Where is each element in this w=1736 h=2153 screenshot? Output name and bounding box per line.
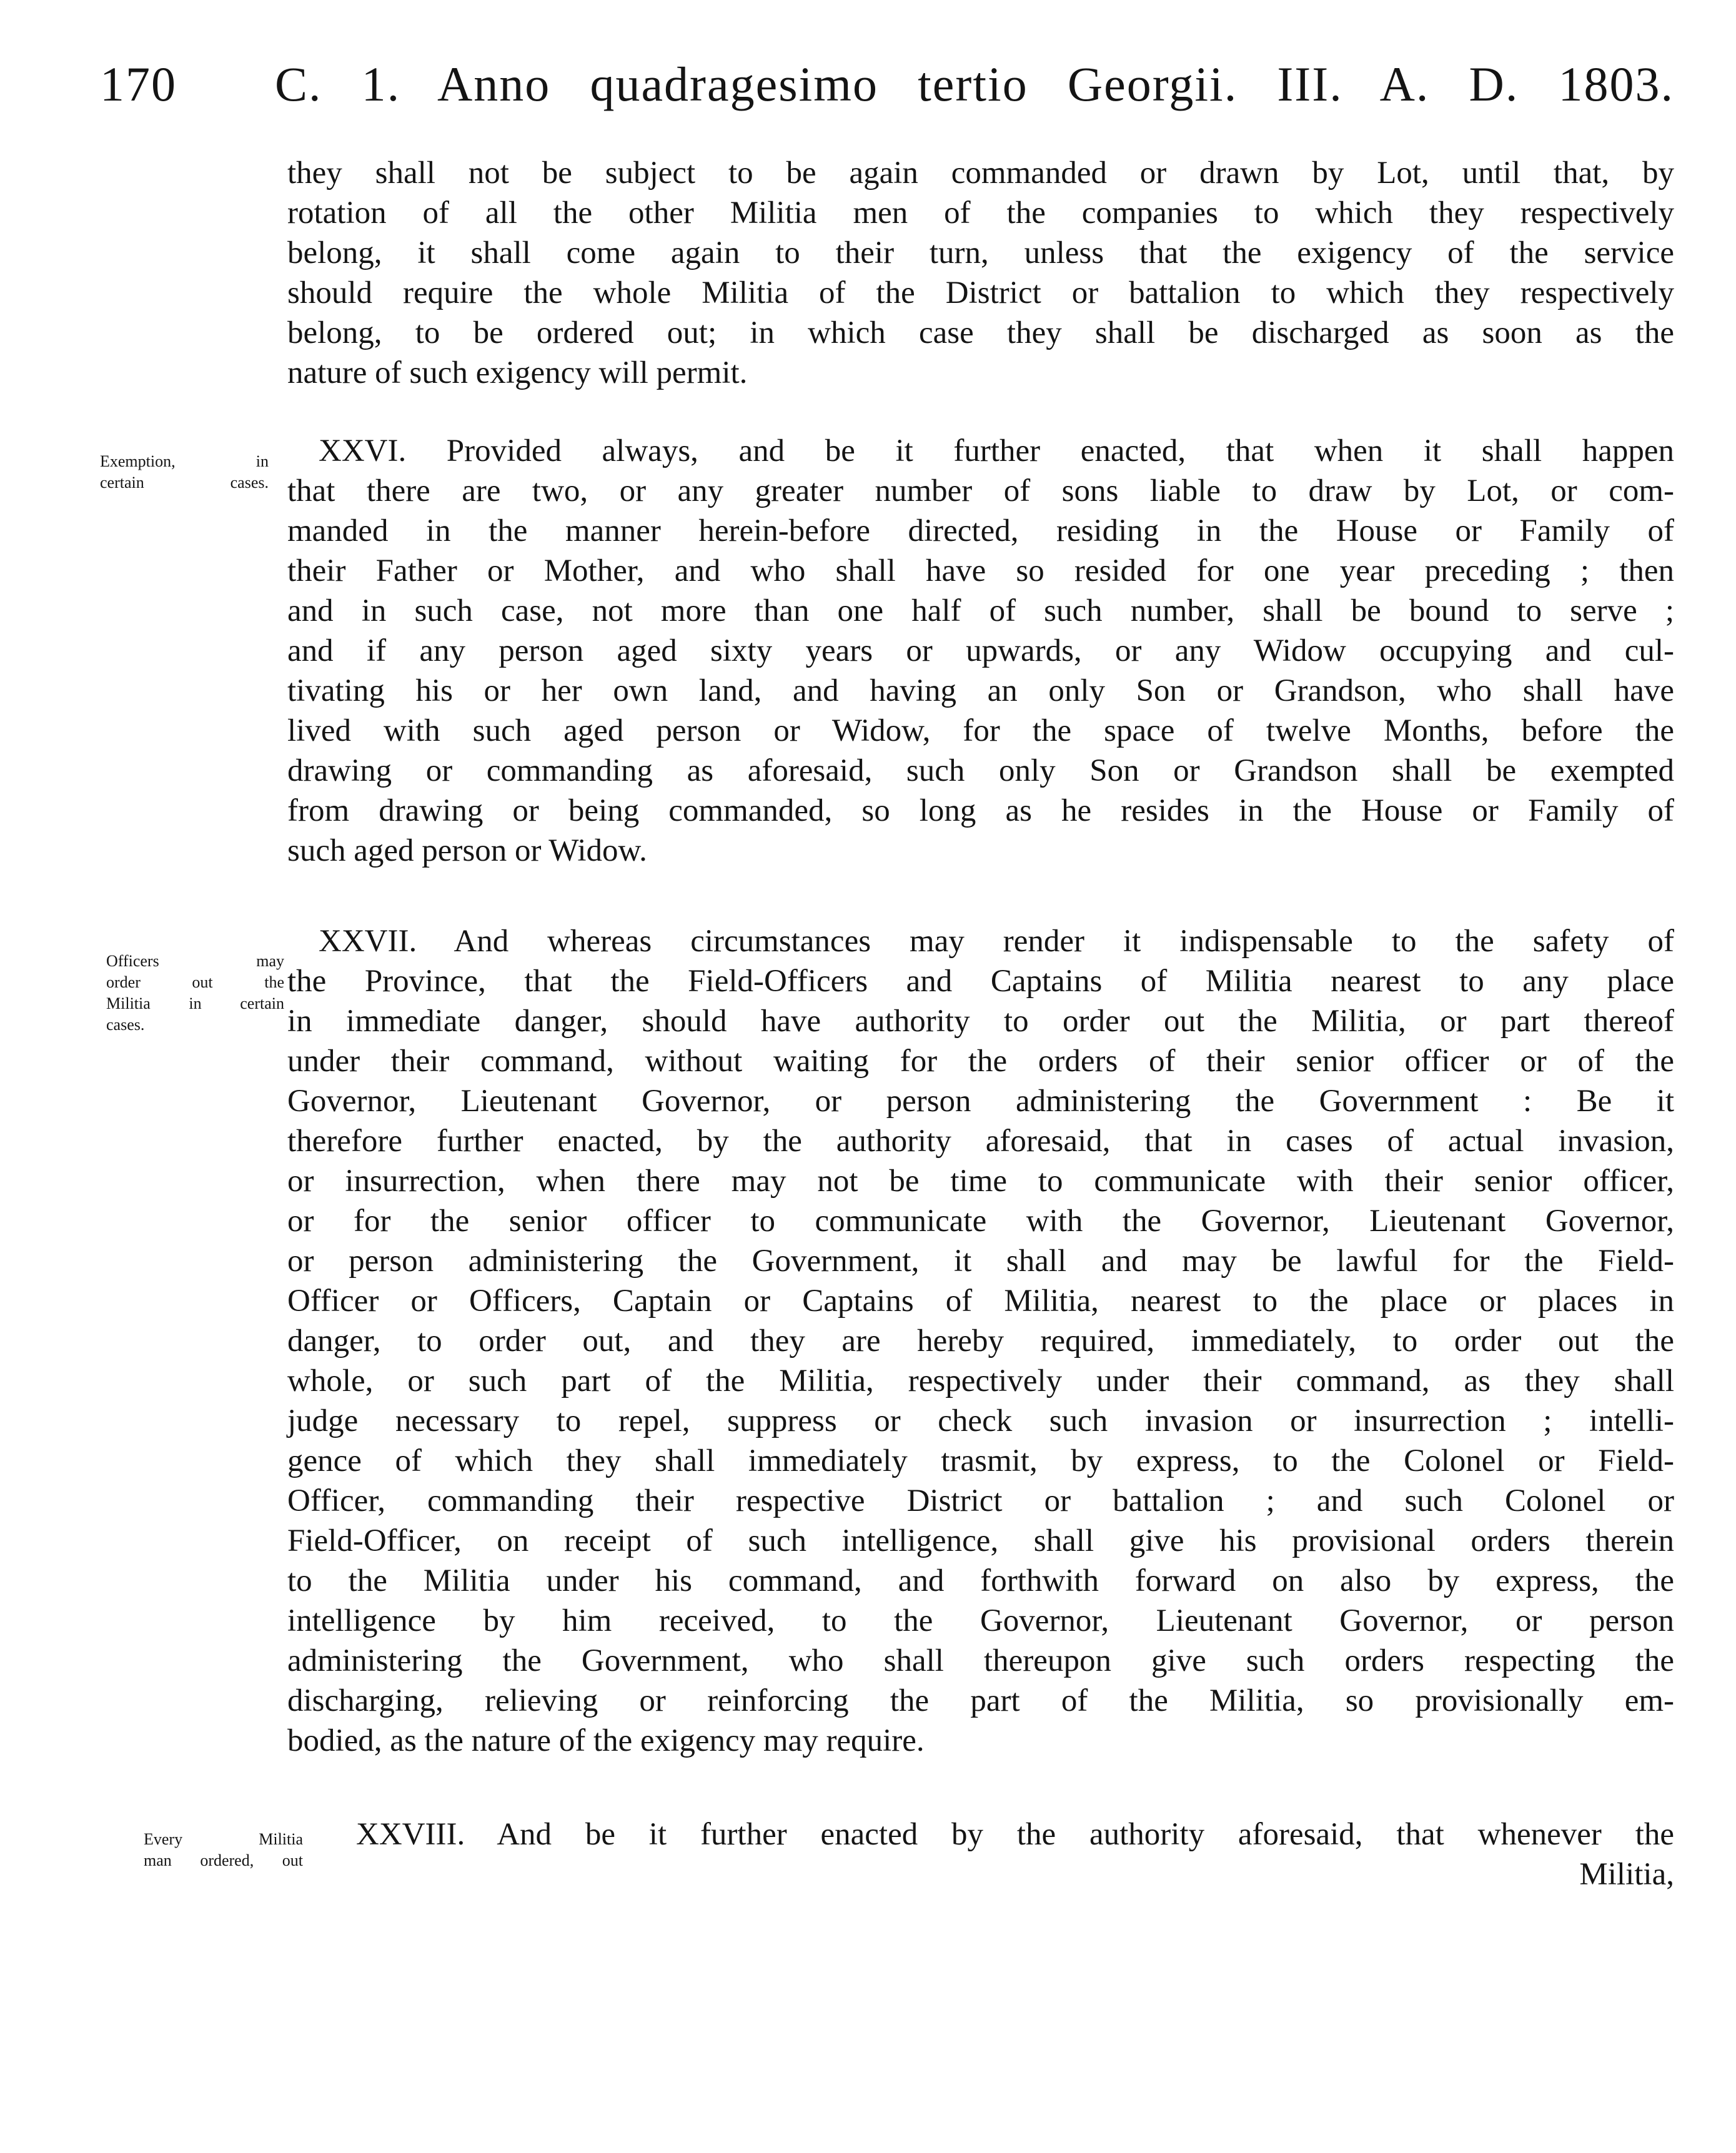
text-line: or person administering the Government, it shall and may be lawful for the Field- [287,1244,1674,1279]
text-line: belong, it shall come again to their turn, unless that the exigency of the service [287,235,1674,270]
text-line: should require the whole Militia of the District or battalion to which they respectively [287,275,1674,310]
margin-note-exemption [100,451,269,493]
text-line: XXVII. And whereas circumstances may render it indispensable to the safety of [319,924,1674,959]
text-line: Officer, commanding their respective District or battalion ; and such Colonel or [287,1483,1674,1518]
text-line: and in such case, not more than one half of such number, shall be bound to serve ; [287,593,1674,628]
text-line: rotation of all the other Militia men of the companies to which they respectively [287,196,1674,230]
margin-note-every-militia-man [144,1829,303,1871]
text-line: nature of such exigency will permit. [287,355,748,390]
text-line: intelligence by him received, to the Governor, Lieutenant Governor, or person [287,1603,1674,1638]
margin-note-line: Militia in certain [106,994,284,1012]
margin-note-line: man ordered, out [144,1851,303,1869]
text-line: lived with such aged person or Widow, for the space of twelve Months, before the [287,713,1674,748]
section-xxvii [287,921,1674,1761]
margin-note-line: certain cases. [100,473,269,492]
margin-note-line: cases. [106,1016,145,1034]
text-line: from drawing or being commanded, so long as he resides in the House or Family of [287,793,1674,828]
page-header [100,56,1674,137]
text-line: drawing or commanding as aforesaid, such only Son or Grandson shall be exempted [287,753,1674,788]
text-line: or for the senior officer to communicate with the Governor, Lieutenant Governor, [287,1204,1674,1239]
text-line: discharging, relieving or reinforcing the part of the Militia, so provisionally em- [287,1683,1674,1718]
running-title: C. 1. Anno quadragesimo tertio Georgii. III. A. D. 1803. [275,57,1674,111]
text-line: XXVI. Provided always, and be it further enacted, that when it shall happen [319,433,1674,468]
text-line: tivating his or her own land, and having an only Son or Grandson, who shall have [287,673,1674,708]
text-line: danger, to order out, and they are hereby required, immediately, to order out the [287,1324,1674,1359]
text-line: under their command, without waiting for the orders of their senior officer or of the [287,1044,1674,1079]
text-line: in immediate danger, should have authority to order out the Militia, or part thereof [287,1004,1674,1039]
margin-note-officers [106,951,284,1036]
margin-note-line: order out the [106,973,284,991]
text-line: XXVIII. And be it further enacted by the authority aforesaid, that whenever the [356,1817,1674,1852]
text-line: belong, to be ordered out; in which case they shall be discharged as soon as the [287,315,1674,350]
text-line: judge necessary to repel, suppress or check such invasion or insurrection ; intelli- [287,1403,1674,1438]
text-line: therefore further enacted, by the authority aforesaid, that in cases of actual invasion, [287,1124,1674,1159]
text-line: Field-Officer, on receipt of such intelligence, shall give his provisional orders therein [287,1523,1674,1558]
catchword: Militia, [1579,1857,1674,1892]
text-line: the Province, that the Field-Officers and Captains of Militia nearest to any place [287,964,1674,999]
text-line: Officer or Officers, Captain or Captains of Militia, nearest to the place or places in [287,1284,1674,1319]
page-number: 170 [100,57,177,111]
text-line: and if any person aged sixty years or upwards, or any Widow occupying and cul- [287,633,1674,668]
text-line: gence of which they shall immediately trasmit, by express, to the Colonel or Field- [287,1443,1674,1478]
text-line: they shall not be subject to be again commanded or drawn by Lot, until that, by [287,156,1674,191]
text-line: to the Militia under his command, and forthwith forward on also by express, the [287,1563,1674,1598]
text-line: that there are two, or any greater number of sons liable to draw by Lot, or com- [287,473,1674,508]
text-line: their Father or Mother, and who shall have so resided for one year preceding ; then [287,553,1674,588]
margin-note-line: Every Militia [144,1830,303,1848]
text-line: Governor, Lieutenant Governor, or person administering the Government : Be it [287,1084,1674,1119]
text-line: administering the Government, who shall thereupon give such orders respecting the [287,1643,1674,1678]
continuation-paragraph [287,153,1674,393]
text-line: whole, or such part of the Militia, respectively under their command, as they shall [287,1364,1674,1398]
margin-note-line: Officers may [106,952,284,970]
section-xxviii [325,1814,1674,1894]
text-line: bodied, as the nature of the exigency may require. [287,1723,925,1758]
margin-note-line: Exemption, in [100,452,269,470]
text-line: or insurrection, when there may not be time to communicate with their senior officer, [287,1164,1674,1199]
text-line: manded in the manner herein-before directed, residing in the House or Family of [287,513,1674,548]
section-xxvi [287,431,1674,871]
text-line: such aged person or Widow. [287,833,647,868]
